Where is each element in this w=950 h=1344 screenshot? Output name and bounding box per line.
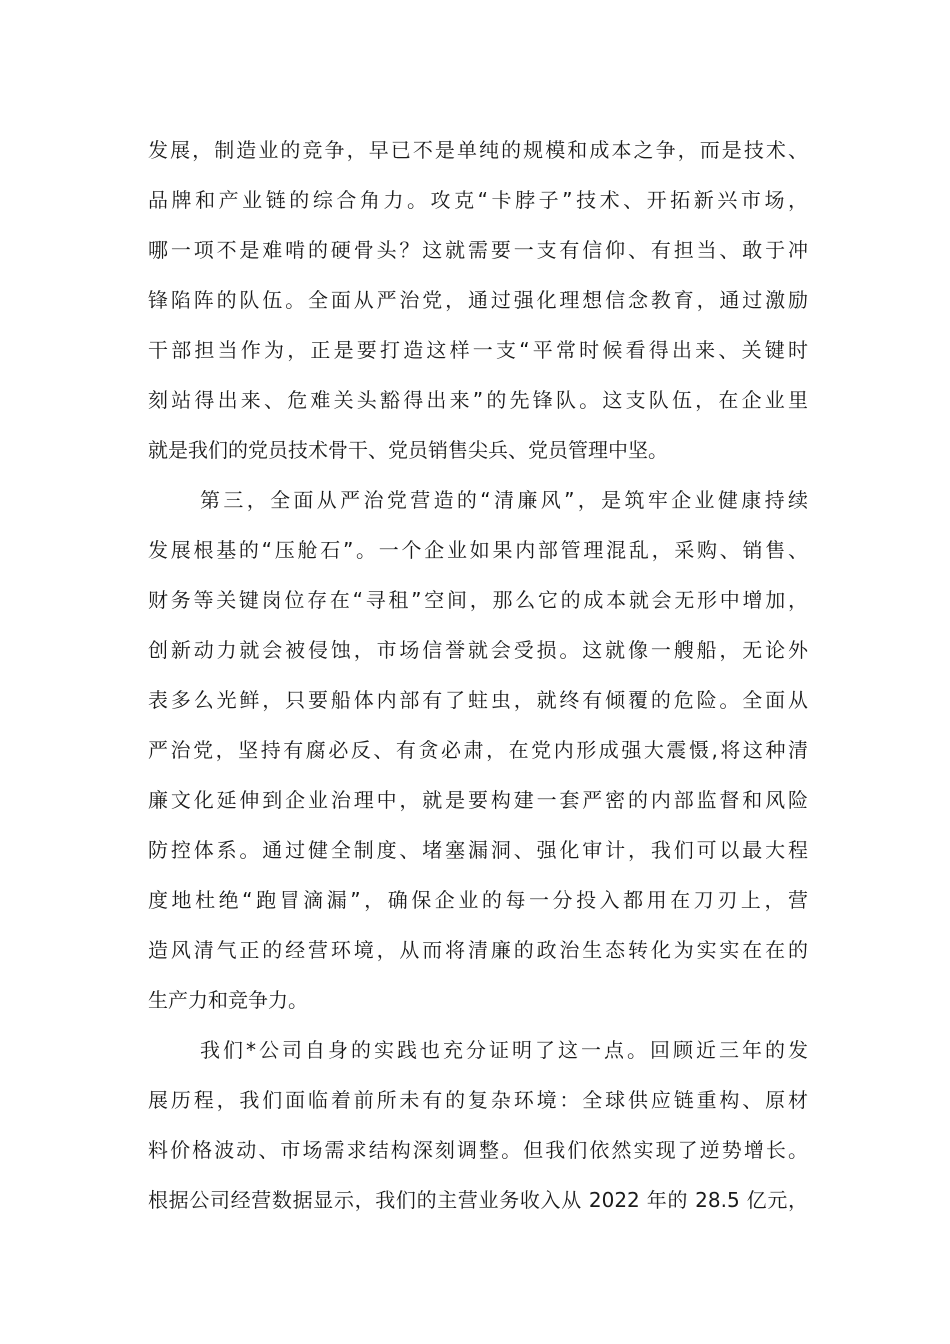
text-line: 度地杜绝“跑冒滴漏”，确保企业的每一分投入都用在刀刃上，营: [148, 888, 808, 912]
text-line: 造风清气正的经营环境，从而将清廉的政治生态转化为实实在在的: [148, 938, 808, 962]
text-line: 展历程，我们面临着前所未有的复杂环境：全球供应链重构、原材: [148, 1088, 808, 1112]
paragraph-first-line: 我们*公司自身的实践也充分证明了这一点。回顾近三年的发: [200, 1038, 808, 1062]
text-line: 就是我们的党员技术骨干、党员销售尖兵、党员管理中坚。: [148, 438, 668, 462]
text-line: 干部担当作为，正是要打造这样一支“平常时候看得出来、关键时: [148, 338, 808, 362]
text-line: 根据公司经营数据显示，我们的主营业务收入从 2022 年的 28.5 亿元，: [148, 1188, 808, 1212]
paragraph-first-line: 第三，全面从严治党营造的“清廉风”，是筑牢企业健康持续: [200, 488, 808, 512]
text-line: 廉文化延伸到企业治理中，就是要构建一套严密的内部监督和风险: [148, 788, 808, 812]
text-line: 品牌和产业链的综合角力。攻克“卡脖子”技术、开拓新兴市场，: [148, 188, 808, 212]
text-line: 严治党，坚持有腐必反、有贪必肃，在党内形成强大震慑,将这种清: [148, 738, 808, 762]
text-line: 财务等关键岗位存在“寻租”空间，那么它的成本就会无形中增加，: [148, 588, 808, 612]
text-line: 哪一项不是难啃的硬骨头？这就需要一支有信仰、有担当、敢于冲: [148, 238, 808, 262]
text-line: 刻站得出来、危难关头豁得出来”的先锋队。这支队伍，在企业里: [148, 388, 808, 412]
text-line: 表多么光鲜，只要船体内部有了蛀虫，就终有倾覆的危险。全面从: [148, 688, 808, 712]
text-line: 锋陷阵的队伍。全面从严治党，通过强化理想信念教育，通过激励: [148, 288, 808, 312]
text-line: 防控体系。通过健全制度、堵塞漏洞、强化审计，我们可以最大程: [148, 838, 808, 862]
text-line: 发展，制造业的竞争，早已不是单纯的规模和成本之争，而是技术、: [148, 138, 808, 162]
text-line: 创新动力就会被侵蚀，市场信誉就会受损。这就像一艘船，无论外: [148, 638, 808, 662]
text-line: 料价格波动、市场需求结构深刻调整。但我们依然实现了逆势增长。: [148, 1138, 808, 1162]
text-line: 发展根基的“压舱石”。一个企业如果内部管理混乱，采购、销售、: [148, 538, 808, 562]
text-line: 生产力和竞争力。: [148, 988, 308, 1012]
